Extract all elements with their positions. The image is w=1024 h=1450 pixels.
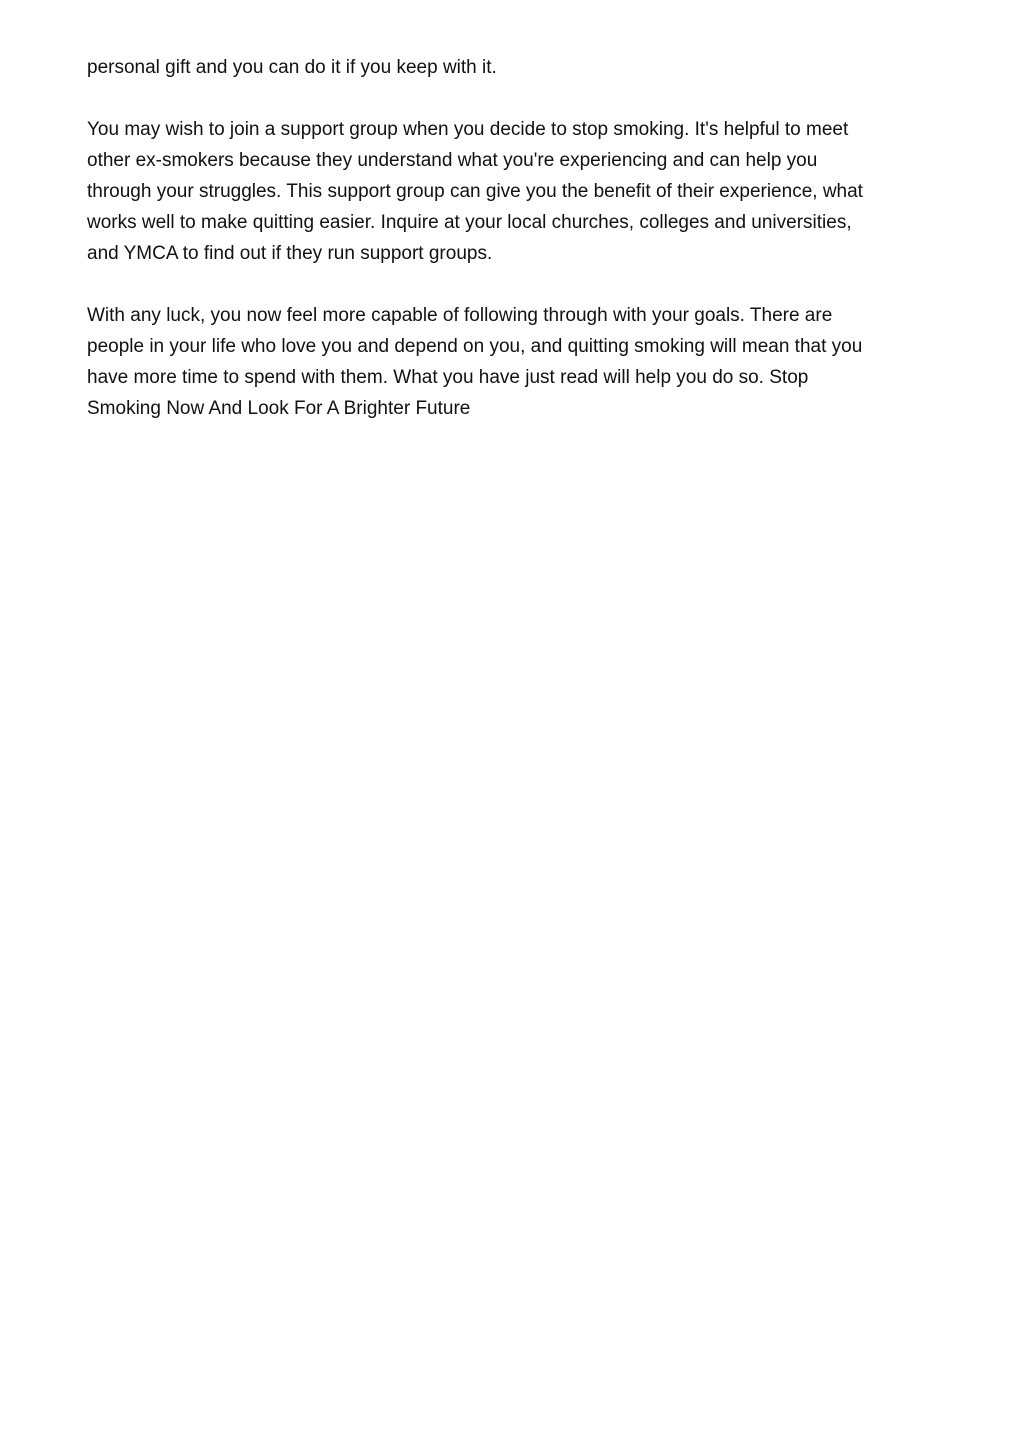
paragraph-line: other ex-smokers because they understand what you're experiencing and can help you [87,150,818,171]
paragraph-line: You may wish to join a support group when you decide to stop smoking. It's helpful to meet [87,119,849,140]
paragraph-1 [87,52,947,83]
paragraph-line: people in your life who love you and depend on you, and quitting smoking will mean that you [87,336,863,357]
paragraph-line: personal gift and you can do it if you keep with it. [87,57,497,78]
paragraph-line: and YMCA to find out if they run support groups. [87,243,493,264]
paragraph-line: works well to make quitting easier. Inquire at your local churches, colleges and universities, [87,212,852,233]
paragraph-3 [87,300,947,424]
document-body [87,52,947,455]
paragraph-line: With any luck, you now feel more capable of following through with your goals. There are [87,305,833,326]
paragraph-line: have more time to spend with them. What you have just read will help you do so. Stop [87,367,809,388]
paragraph-2 [87,114,947,269]
paragraph-line: through your struggles. This support group can give you the benefit of their experience, what [87,181,863,202]
paragraph-line: Smoking Now And Look For A Brighter Future [87,398,471,419]
